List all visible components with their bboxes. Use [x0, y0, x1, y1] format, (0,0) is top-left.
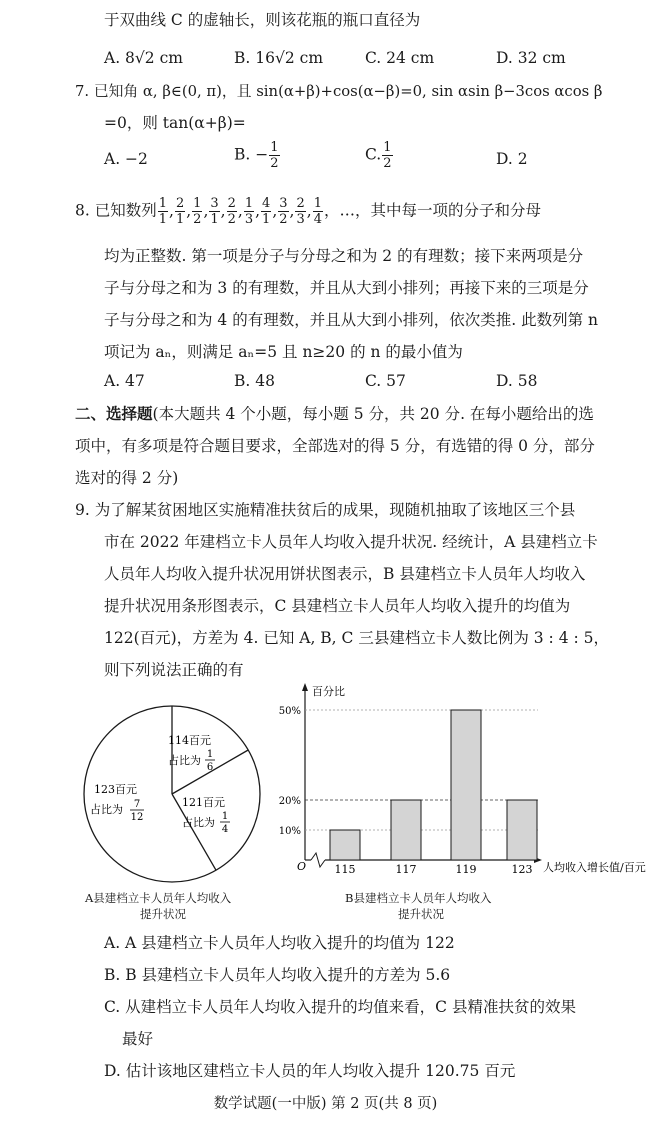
bar-caption-line2: 提升状况: [398, 907, 444, 921]
q9-stem-line6: 则下列说法正确的有: [104, 661, 244, 679]
q8-term-10: $\frac{1}{4}$: [313, 196, 322, 227]
bar-marks: [330, 710, 537, 860]
q9-stem-line4: 提升状况用条形图表示，C 县建档立卡人员年人均收入提升的均值为: [104, 597, 571, 615]
q8-prefix: 8. 已知数列: [75, 201, 157, 220]
q8-option-d[interactable]: D. 58: [496, 372, 538, 390]
q7-option-c-fraction: $\frac{1}{2}$: [383, 140, 392, 171]
pie-chart-a-county: [80, 700, 270, 910]
q8-term-separator: ,: [289, 201, 295, 220]
q8-sequence-terms: [157, 196, 324, 227]
y-axis-title: 百分比: [312, 685, 345, 698]
x-tick-label-123: 123: [511, 863, 533, 876]
q9-option-c[interactable]: C. 从建档立卡人员年人均收入提升的均值来看，C 县精准扶贫的效果: [104, 998, 576, 1016]
pie-slice-123-value: 123百元: [94, 783, 137, 796]
q8-term-separator: ,: [169, 201, 174, 220]
q9-stem-line2: 市在 2022 年建档立卡人员年人均收入提升状况. 经统计，A 县建档立卡: [104, 533, 598, 551]
q9-option-a[interactable]: A. A 县建档立卡人员年人均收入提升的均值为 122: [104, 934, 455, 952]
q8-stem-line3: 子与分母之和为 3 的有理数，并且从大到小排列；再接下来的三项是分: [104, 279, 589, 297]
q8-option-a[interactable]: A. 47: [104, 372, 145, 390]
q7-option-d[interactable]: D. 2: [496, 150, 528, 168]
q9-stem-line3: 人员年人均收入提升状况用饼状图表示，B 县建档立卡人员年人均收入: [104, 565, 586, 583]
page-footer: 数学试题(一中版) 第 2 页(共 8 页): [213, 1096, 438, 1112]
q6-tail-text: 于双曲线 C 的虚轴长，则该花瓶的瓶口直径为: [104, 11, 421, 29]
q9-stem-line5: 122(百元)，方差为 4. 已知 A, B, C 三县建档立卡人数比例为 3 : 4 : 5，: [104, 629, 609, 647]
q6-option-d[interactable]: D. 32 cm: [496, 49, 566, 67]
pie-slice-114-den: 6: [206, 762, 214, 773]
section2-title: 二、选择题: [75, 404, 153, 423]
q8-term-separator: ,: [203, 201, 209, 220]
q8-term-2: $\frac{2}{1}$: [175, 196, 185, 227]
q9-option-c-continued: 最好: [122, 1030, 154, 1048]
section2-instructions-2: 项中，有多项是符合题目要求，全部选对的得 5 分，有选错的得 0 分，部分: [75, 437, 595, 455]
x-tick-label-117: 117: [395, 863, 417, 876]
q6-option-c[interactable]: C. 24 cm: [365, 49, 435, 67]
pie-slice-114-num: 1: [206, 749, 214, 760]
q8-stem-line2: 均为正整数. 第一项是分子与分母之和为 2 的有理数；接下来两项是分: [104, 247, 584, 265]
pie-slice-121-num: 1: [221, 811, 229, 822]
q8-term-separator: ,: [237, 201, 243, 220]
q8-term-7: $\frac{4}{1}$: [262, 196, 271, 227]
q7-option-c[interactable]: [365, 141, 394, 170]
bar-117: [391, 800, 421, 860]
x-tick-label-119: 119: [455, 863, 477, 876]
q8-stem-line5: 项记为 aₙ，则满足 aₙ=5 且 n≥20 的 n 的最小值为: [104, 343, 463, 361]
q8-term-separator: ,: [306, 201, 312, 220]
y-axis-arrow: [302, 683, 308, 691]
q7-option-c-prefix: C.: [365, 145, 382, 164]
q8-term-6: $\frac{1}{3}$: [244, 196, 254, 227]
q8-term-separator: ,: [186, 201, 192, 220]
section2-heading: [75, 402, 594, 424]
pie-slice-123-share-label: 占比为: [90, 803, 123, 816]
y-tick-label-10: 10%: [278, 826, 301, 837]
q6-option-a[interactable]: A. 8√2 cm: [104, 49, 183, 67]
q7-option-b[interactable]: [234, 141, 281, 170]
bar-chart-b-county: [278, 680, 647, 880]
q9-option-b[interactable]: B. B 县建档立卡人员年人均收入提升的方差为 5.6: [104, 966, 451, 984]
bar-123: [507, 800, 537, 860]
pie-slice-121-share-label: 占比为: [182, 816, 215, 829]
q8-term-9: $\frac{2}{3}$: [296, 196, 305, 227]
pie-caption-line1: A县建档立卡人员年人均收入: [85, 891, 232, 905]
pie-slice-121-den: 4: [221, 824, 229, 835]
q7-stem-line2: =0，则 tan(α+β)=: [104, 114, 246, 132]
q8-option-b[interactable]: B. 48: [234, 372, 275, 390]
x-tick-label-115: 115: [334, 863, 356, 876]
q8-stem-line4: 子与分母之和为 4 的有理数，并且从大到小排列，依次类推. 此数列第 n: [104, 311, 598, 329]
pie-slice-123-num: 7: [133, 799, 141, 810]
pie-caption-line2: 提升状况: [140, 907, 186, 921]
q8-term-separator: ,: [255, 201, 261, 220]
origin-label: O: [297, 860, 307, 873]
x-axis-break-mark: [311, 853, 325, 867]
bar-x-labels: [335, 863, 533, 876]
q8-term-8: $\frac{3}{2}$: [279, 196, 288, 227]
pie-slice-114-value: 114百元: [168, 734, 211, 747]
bar-y-ticks: [279, 706, 301, 837]
q7-option-b-fraction: $\frac{1}{2}$: [270, 140, 279, 171]
x-axis-title: 人均收入增长值/百元: [543, 861, 646, 874]
q7-option-b-prefix: B. −: [234, 145, 269, 164]
q9-stem-line1: 9. 为了解某贫困地区实施精准扶贫后的成果，现随机抽取了该地区三个县: [75, 501, 576, 519]
q8-stem-line1: [75, 197, 541, 226]
section2-instructions-3: 选对的得 2 分): [75, 469, 179, 487]
q8-term-3: $\frac{1}{2}$: [193, 196, 202, 227]
q7-stem-line1: 7. 已知角 α, β∈(0, π)，且 sin(α+β)+cos(α−β)=0, sin αsin β−3cos αcos β: [75, 83, 603, 100]
q8-term-5: $\frac{2}{2}$: [227, 196, 236, 227]
q9-option-d[interactable]: D. 估计该地区建档立卡人员的年人均收入提升 120.75 百元: [104, 1062, 516, 1080]
y-tick-label-50: 50%: [278, 706, 301, 717]
pie-slice-121-value: 121百元: [182, 796, 225, 809]
bar-119: [451, 710, 481, 860]
q8-term-4: $\frac{3}{1}$: [210, 196, 219, 227]
q8-option-c[interactable]: C. 57: [365, 372, 406, 390]
q8-term-separator: ,: [272, 201, 278, 220]
pie-slice-114-share-label: 占比为: [168, 754, 201, 767]
q8-term-1: $\frac{1}{1}$: [158, 196, 167, 227]
pie-slice-123-den: 12: [130, 812, 144, 823]
section2-instructions-1: (本大题共 4 个小题，每小题 5 分，共 20 分. 在每小题给出的选: [152, 405, 594, 423]
y-tick-label-20: 20%: [278, 796, 301, 807]
q6-option-b[interactable]: B. 16√2 cm: [234, 49, 324, 67]
bar-caption-line1: B县建档立卡人员年人均收入: [345, 891, 492, 905]
bar-115: [330, 830, 360, 860]
q8-term-separator: ,: [220, 201, 226, 220]
q7-option-a[interactable]: A. −2: [104, 150, 148, 168]
q8-suffix: ，…，其中每一项的分子和分母: [323, 201, 541, 220]
